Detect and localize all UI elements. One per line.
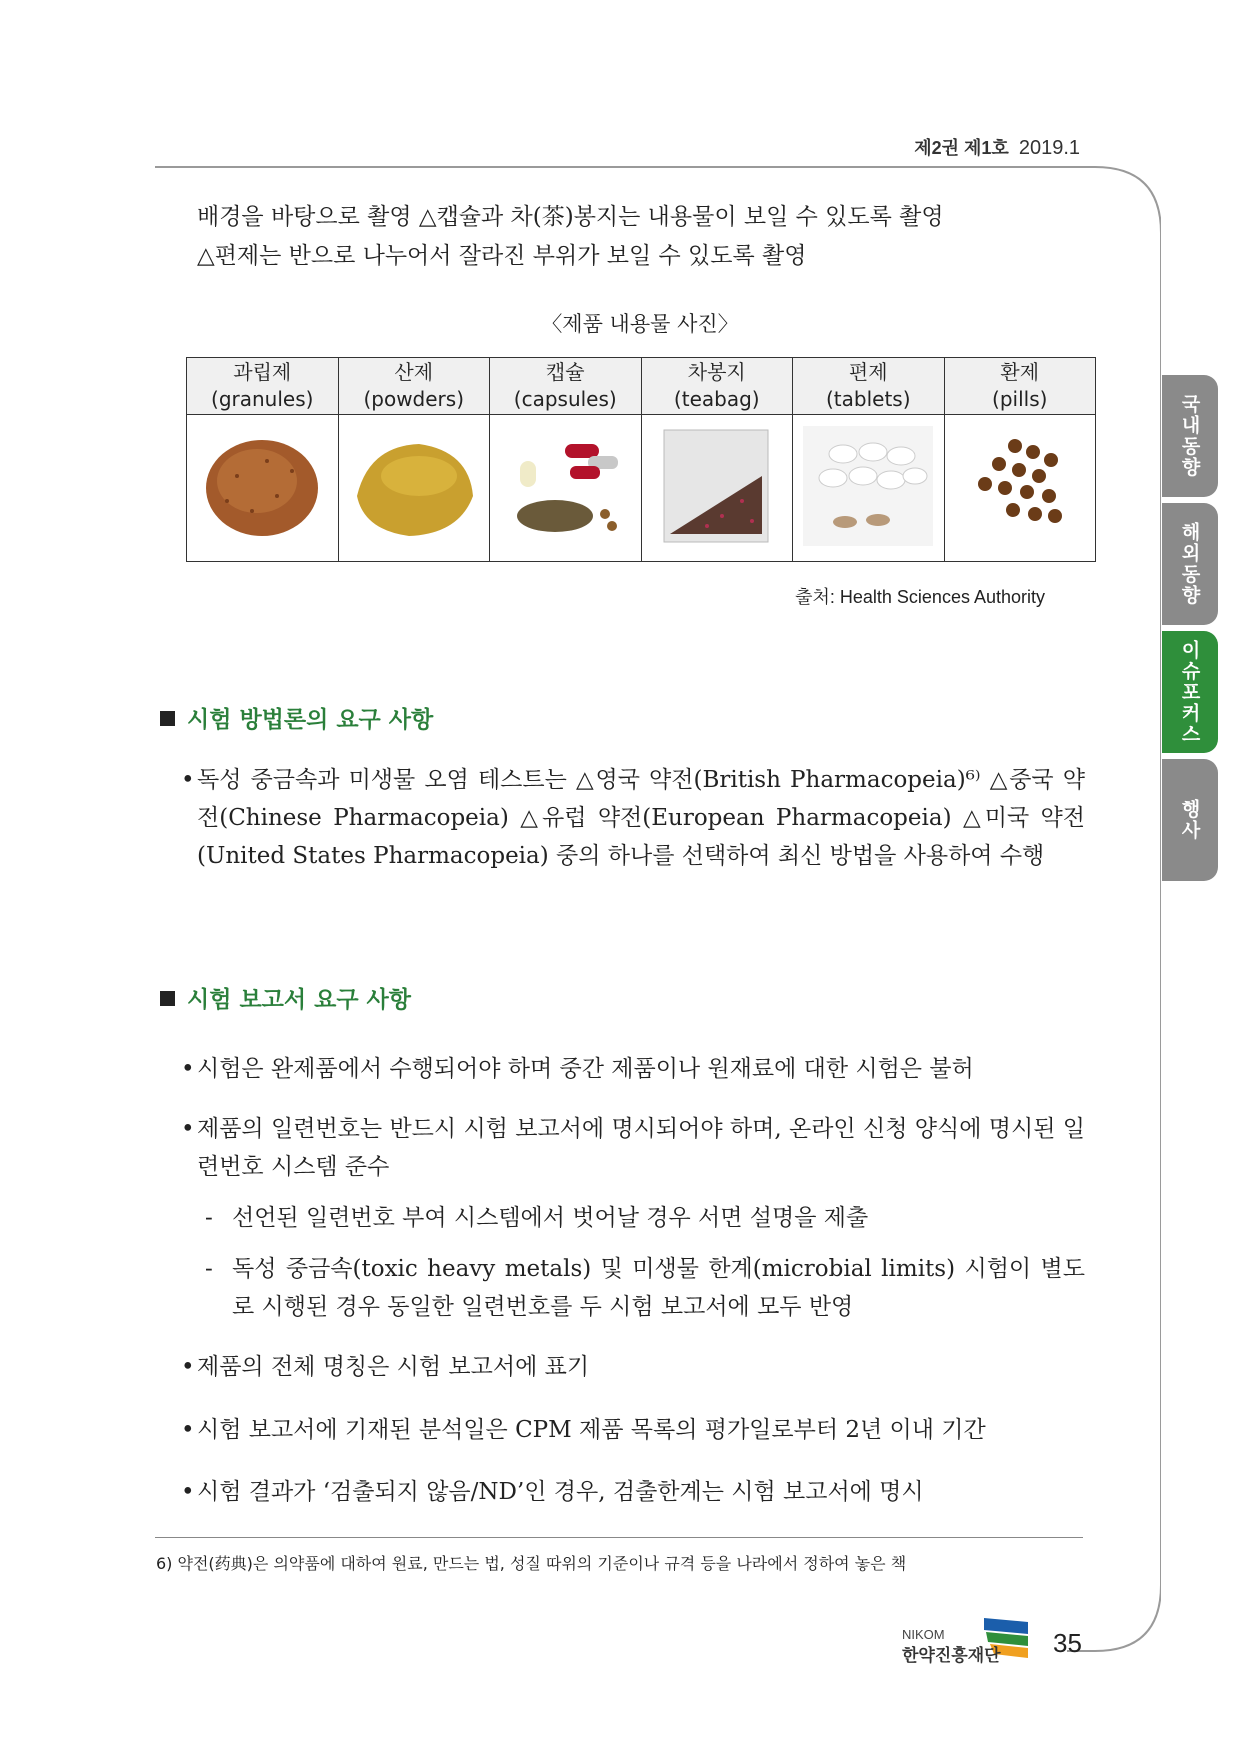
footnote: 6) 약전(药典)은 의약품에 대하여 원료, 만드는 법, 성질 따위의 기준이나 규격 등을 나라에서 정하여 놓은 책: [156, 1554, 907, 1573]
table-source: 출처: Health Sciences Authority: [795, 587, 1045, 607]
col-tablets: 편제 (tablets): [793, 358, 945, 415]
report-sub-2: - 독성 중금속(toxic heavy metals) 및 미생물 한계(microbial limits) 시험이 별도로 시행된 경우 동일한 일련번호를 두 시험 보고서에 모두 반영: [205, 1256, 1085, 1320]
col-powders: 산제 (powders): [338, 358, 490, 415]
section-heading-methodology: 시험 방법론의 요구 사항: [160, 701, 433, 734]
section-heading-report: 시험 보고서 요구 사항: [160, 981, 411, 1014]
report-bullet-4: • 시험 보고서에 기재된 분석일은 CPM 제품 목록의 평가일로부터 2년 이내 기간: [181, 1417, 986, 1443]
methodology-bullet: • 독성 중금속과 미생물 오염 테스트는 △영국 약전(British Pharmacopeia)⁶⁾ △중국 약전(Chinese Pharmacopeia) △유럽 약전(European Pharmacopeia) △미국 약전(United States Pharmacopeia) 중의 하나를 선택하여 최신 방법을 사용하여 수행: [181, 767, 1085, 869]
tab-overseas-trends[interactable]: 해외동향: [1162, 503, 1218, 625]
tablets-photo: [793, 415, 945, 562]
product-contents-table: [186, 357, 1096, 562]
issue-volume: 제2권 제1호: [914, 138, 1009, 158]
report-sub-1: - 선언된 일련번호 부여 시스템에서 벗어날 경우 서면 설명을 제출: [205, 1205, 869, 1231]
powders-photo: [338, 415, 490, 562]
col-capsules: 캡슐 (capsules): [490, 358, 642, 415]
page-number: 35: [1053, 1628, 1082, 1658]
capsules-photo: [490, 415, 642, 562]
teabag-photo: [641, 415, 793, 562]
col-pills: 환제 (pills): [944, 358, 1096, 415]
tab-domestic-trends[interactable]: 국내동향: [1162, 375, 1218, 497]
tab-issue-focus[interactable]: 이슈포커스: [1162, 631, 1218, 753]
col-granules: 과립제 (granules): [187, 358, 339, 415]
table-caption: 〈제품 내용물 사진〉: [541, 312, 739, 336]
pills-photo: [944, 415, 1096, 562]
report-bullet-2: • 제품의 일련번호는 반드시 시험 보고서에 명시되어야 하며, 온라인 신청 양식에 명시된 일련번호 시스템 준수: [181, 1116, 1085, 1180]
issue-date: 2019.1: [1018, 137, 1080, 159]
tab-events[interactable]: 행사: [1162, 759, 1218, 881]
brand-nikom: NIKOM: [902, 1627, 945, 1642]
report-bullet-5: • 시험 결과가 ‘검출되지 않음/ND’인 경우, 검출한계는 시험 보고서에 명시: [181, 1479, 924, 1505]
issue-header: [914, 134, 1080, 160]
footnote-divider: [155, 1537, 1083, 1538]
heading-square-icon: [160, 991, 175, 1006]
intro-line-2: △편제는 반으로 나누어서 잘라진 부위가 보일 수 있도록 촬영: [197, 243, 807, 269]
org-name: 한약진흥재단: [902, 1646, 1001, 1666]
intro-line-1: 배경을 바탕으로 촬영 △캡슐과 차(茶)봉지는 내용물이 보일 수 있도록 촬영: [197, 204, 944, 230]
heading-square-icon: [160, 711, 175, 726]
report-bullet-3: • 제품의 전체 명칭은 시험 보고서에 표기: [181, 1354, 590, 1380]
report-bullet-1: • 시험은 완제품에서 수행되어야 하며 중간 제품이나 원재료에 대한 시험은 불허: [181, 1056, 974, 1082]
col-teabag: 차봉지 (teabag): [641, 358, 793, 415]
granules-photo: [187, 415, 339, 562]
